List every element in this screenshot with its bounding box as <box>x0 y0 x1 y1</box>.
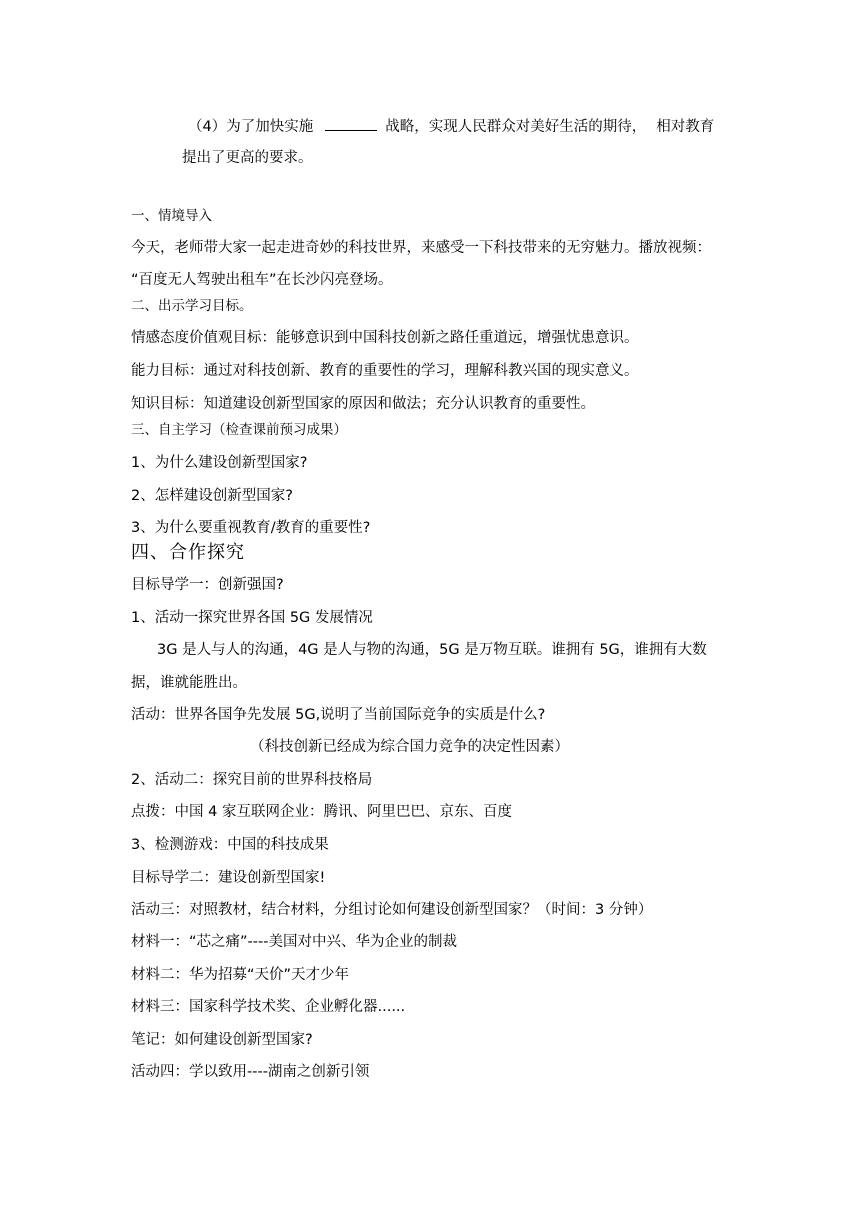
activity-4-title: 活动四：学以致用----湖南之创新引领 <box>131 1064 370 1080</box>
section-1-heading: 一、情境导入 <box>131 208 212 224</box>
activity-2-title: 2、活动二：探究目前的世界科技格局 <box>131 772 373 788</box>
objective-1: 目标导学一：创新强国? <box>131 577 284 593</box>
self-study-question-2: 2、怎样建设创新型国家? <box>131 488 293 504</box>
activity-3-discussion: 活动三：对照教材，结合材料，分组讨论如何建设创新型国家？（时间：3 分钟） <box>131 902 653 918</box>
goal-ability: 能力目标：通过对科技创新、教育的重要性的学习，理解科教兴国的现实意义。 <box>131 363 639 379</box>
activity-1-paragraph-line-1: 3G 是人与人的沟通，4G 是人与物的沟通，5G 是万物互联。谁拥有 5G，谁拥有大数 <box>157 642 707 658</box>
activity-3-game-title: 3、检测游戏：中国的科技成果 <box>131 837 329 853</box>
question-4-tail: 相对教育 <box>656 119 715 135</box>
objective-2: 目标导学二：建设创新型国家! <box>131 870 326 886</box>
fill-in-blank <box>325 116 377 131</box>
section-1-paragraph-line-2: “百度无人驾驶出租车”在长沙闪亮登场。 <box>131 272 393 288</box>
notes-line: 笔记：如何建设创新型国家? <box>131 1032 313 1048</box>
activity-1-paragraph-line-2: 据，谁就能胜出。 <box>131 675 247 691</box>
activity-1-title: 1、活动一探究世界各国 5G 发展情况 <box>131 610 373 626</box>
section-2-heading: 二、出示学习目标。 <box>131 298 253 314</box>
section-1-paragraph-line-1: 今天，老师带大家一起走进奇妙的科技世界，来感受一下科技带来的无穷魅力。播放视频： <box>131 240 711 256</box>
activity-1-answer: （科技创新已经成为综合国力竞争的决定性因素） <box>250 739 569 755</box>
activity-2-tip: 点拨：中国 4 家互联网企业：腾讯、阿里巴巴、京东、百度 <box>131 804 512 820</box>
question-4-middle: 战略，实现人民群众对美好生活的期待， <box>385 119 647 135</box>
question-4-prefix: （4）为了加快实施 <box>188 119 314 135</box>
question-4-line-2: 提出了更高的要求。 <box>182 150 313 166</box>
material-1: 材料一：“芯之痛”----美国对中兴、华为企业的制裁 <box>131 934 457 950</box>
section-3-heading: 三、自主学习（检查课前预习成果） <box>131 422 347 438</box>
activity-1-question: 活动：世界各国争先发展 5G,说明了当前国际竞争的实质是什么? <box>131 707 546 723</box>
goal-knowledge: 知识目标：知道建设创新型国家的原因和做法；充分认识教育的重要性。 <box>131 396 595 412</box>
section-4-heading: 四、合作探究 <box>131 542 245 563</box>
question-4-line-1 <box>188 116 714 137</box>
material-3: 材料三：国家科学技术奖、企业孵化器...... <box>131 999 406 1015</box>
self-study-question-3: 3、为什么要重视教育/教育的重要性? <box>131 520 371 536</box>
goal-emotion: 情感态度价值观目标：能够意识到中国科技创新之路任重道远，增强忧患意识。 <box>131 330 639 346</box>
material-2: 材料二：华为招募“天价”天才少年 <box>131 967 350 983</box>
self-study-question-1: 1、为什么建设创新型国家? <box>131 455 308 471</box>
